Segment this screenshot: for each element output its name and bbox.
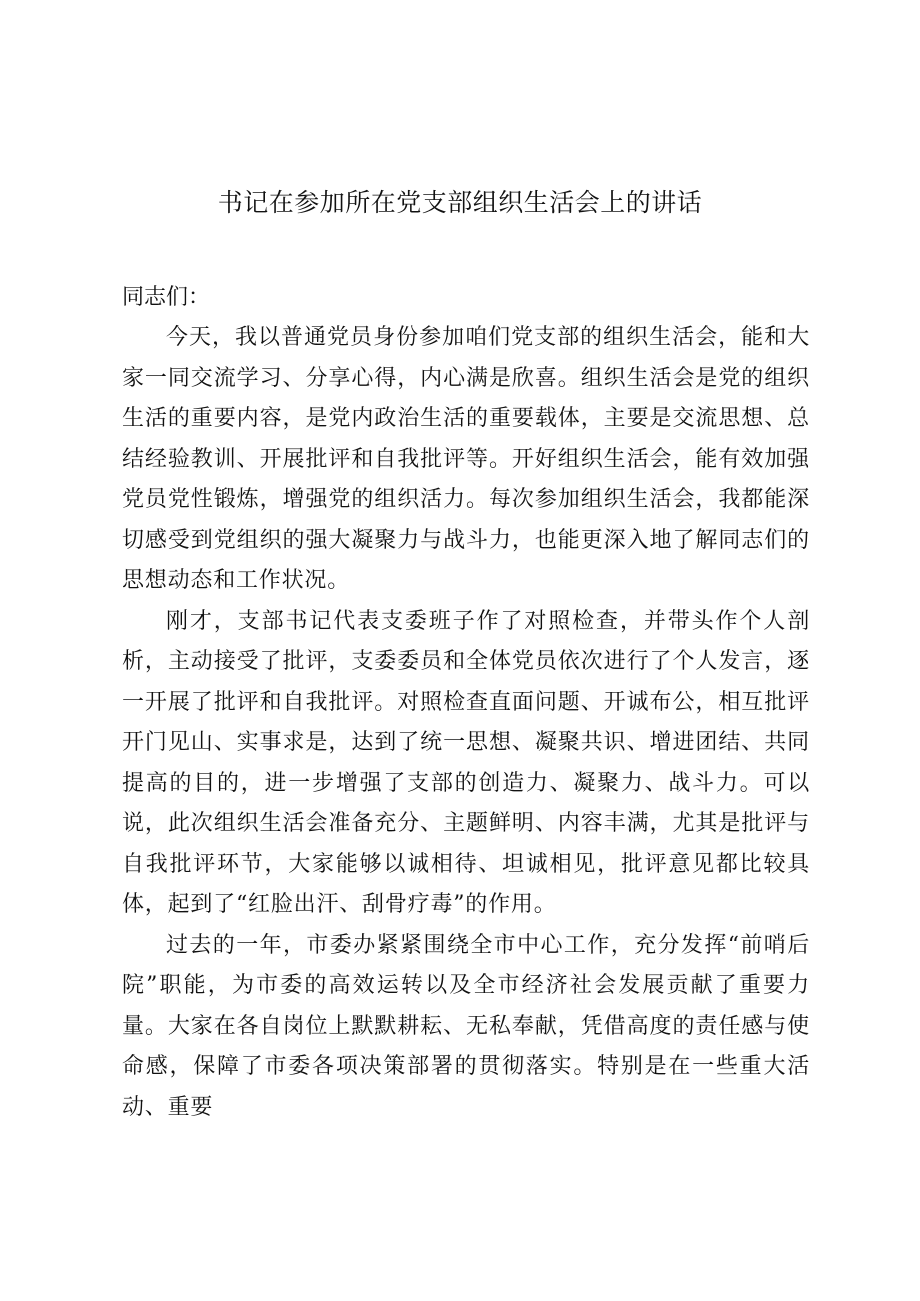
paragraph-1: 今天，我以普通党员身份参加咱们党支部的组织生活会，能和大家一同交流学习、分享心得，内心满是欣喜。组织生活会是党的组织生活的重要内容，是党内政治生活的重要载体，主要是交流思想、总结经验教训、开展批评和自我批评等。开好组织生活会，能有效加强党员党性锻炼，增强党的组织活力。每次参加组织生活会，我都能深切感受到党组织的强大凝聚力与战斗力，也能更深入地了解同志们的思想动态和工作状况。 [122,325,810,593]
paragraph-2: 刚才，支部书记代表支委班子作了对照检查，并带头作个人剖析，主动接受了批评，支委委员和全体党员依次进行了个人发言，逐一开展了批评和自我批评。对照检查直面问题、开诚布公，相互批评开门见山、实事求是，达到了统一思想、凝聚共识、增进团结、共同提高的目的，进一步增强了支部的创造力、凝聚力、战斗力。可以说，此次组织生活会准备充分、主题鲜明、内容丰满，尤其是批评与自我批评环节，大家能够以诚相待、坦诚相见，批评意见都比较具体，起到了“红脸出汗、刮骨疗毒”的作用。 [122,608,810,917]
document-title: 书记在参加所在党支部组织生活会上的讲话 [217,188,703,217]
paragraph-3: 过去的一年，市委办紧紧围绕全市中心工作，充分发挥“前哨后院”职能，为市委的高效运转以及全市经济社会发展贡献了重要力量。大家在各自岗位上默默耕耘、无私奉献，凭借高度的责任感与使命感，保障了市委各项决策部署的贯彻落实。特别是在一些重大活动、重要 [122,932,810,1120]
document-body [122,278,810,1128]
salutation: 同志们： [122,285,211,310]
